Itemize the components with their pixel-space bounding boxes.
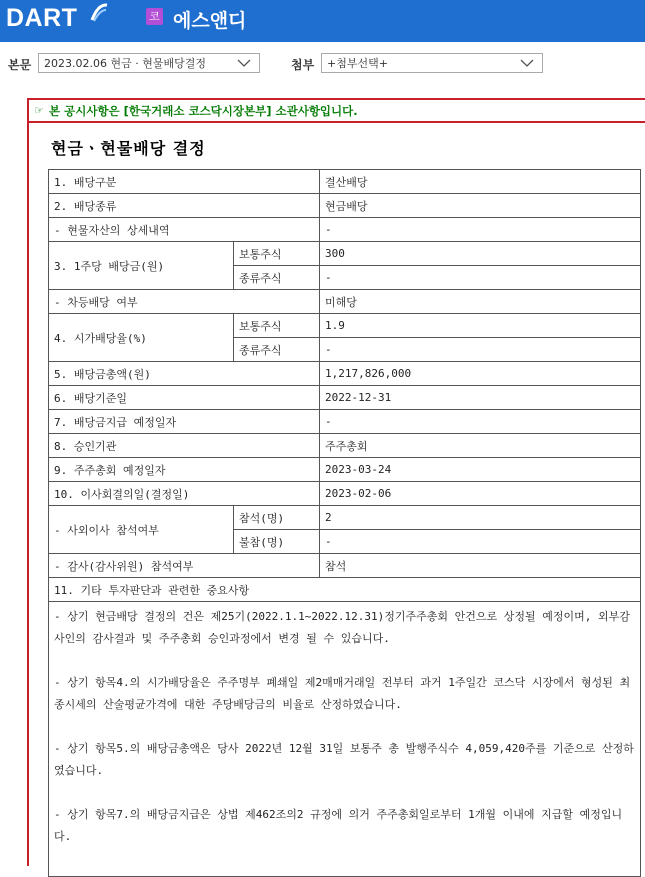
dart-logo[interactable]: DART	[6, 4, 78, 32]
row-value: 2022-12-31	[320, 386, 641, 410]
row-value: -	[320, 338, 641, 362]
row-label: 4. 시가배당율(%)	[49, 314, 234, 362]
table-row	[49, 194, 641, 218]
document-toolbar	[0, 42, 645, 87]
note-paragraph: - 상기 항목5.의 배당금총액은 당사 2022년 12월 31일 보통주 총 발행주식수 4,059,420주를 기준으로 산정하였습니다.	[54, 742, 634, 777]
row-value: -	[320, 530, 641, 554]
table-row	[49, 242, 641, 266]
document-title: 현금ㆍ현물배당 결정	[51, 139, 206, 158]
table-row	[49, 314, 641, 338]
company-name: 에스앤디	[173, 10, 247, 32]
row-value: 미해당	[320, 290, 641, 314]
row-value: 2023-02-06	[320, 482, 641, 506]
table-row	[49, 290, 641, 314]
table-row	[49, 554, 641, 578]
main-doc-select[interactable]	[38, 53, 260, 73]
row-sublabel: 보통주식	[234, 314, 320, 338]
row-sublabel: 불참(명)	[234, 530, 320, 554]
table-row	[49, 386, 641, 410]
chevron-down-icon	[520, 57, 534, 69]
note-paragraph: - 상기 항목4.의 시가배당율은 주주명부 폐쇄일 제2매매거래일 전부터 과거 1주일간 코스닥 시장에서 형성된 최종시세의 산술평균가격에 대한 주당배당금의 비율로 산정하였습니다.	[54, 676, 631, 711]
row-label: 3. 1주당 배당금(원)	[49, 242, 234, 290]
attachment-select[interactable]	[321, 53, 543, 73]
table-row	[49, 506, 641, 530]
row-sublabel: 보통주식	[234, 242, 320, 266]
main-doc-label: 본문	[8, 58, 32, 72]
logo-swoosh-icon	[90, 2, 108, 22]
row-value: 2023-03-24	[320, 458, 641, 482]
row-label: 5. 배당금총액(원)	[49, 362, 320, 386]
table-row	[49, 434, 641, 458]
attachment-select-value: +첨부선택+	[327, 57, 388, 70]
main-doc-select-value: 2023.02.06 현금 · 현물배당결정	[44, 57, 206, 70]
row-label: 11. 기타 투자판단과 관련한 중요사항	[49, 578, 641, 602]
row-value: 300	[320, 242, 641, 266]
row-sublabel: 참석(명)	[234, 506, 320, 530]
dividend-table	[48, 169, 641, 877]
chevron-down-icon	[237, 57, 251, 69]
top-header	[0, 0, 645, 42]
table-row	[49, 410, 641, 434]
row-value: 주주총회	[320, 434, 641, 458]
row-label: 9. 주주총회 예정일자	[49, 458, 320, 482]
row-label: - 차등배당 여부	[49, 290, 320, 314]
row-value: 현금배당	[320, 194, 641, 218]
row-label: - 현물자산의 상세내역	[49, 218, 320, 242]
table-row	[49, 578, 641, 602]
jurisdiction-notice	[27, 98, 645, 123]
note-paragraph: - 상기 현금배당 결정의 건은 제25기(2022.1.1~2022.12.31)정기주주총회 안건으로 상정될 예정이며, 외부감사인의 감사결과 및 주주총회 승인과정에서 변경 될 수 있습니다.	[54, 610, 630, 645]
row-sublabel: 종류주식	[234, 338, 320, 362]
notice-left-border	[27, 123, 29, 866]
corp-market-badge: 코	[146, 8, 163, 25]
table-row	[49, 602, 641, 877]
row-label: 6. 배당기준일	[49, 386, 320, 410]
document-viewer	[0, 86, 645, 866]
row-label: - 감사(감사위원) 참석여부	[49, 554, 320, 578]
row-value: 1,217,826,000	[320, 362, 641, 386]
table-row	[49, 170, 641, 194]
row-value: -	[320, 218, 641, 242]
row-value: -	[320, 266, 641, 290]
table-row	[49, 458, 641, 482]
row-value: 2	[320, 506, 641, 530]
notice-text: 본 공시사항은 [한국거래소 코스닥시장본부] 소관사항입니다.	[49, 104, 358, 118]
table-row	[49, 362, 641, 386]
table-row	[49, 482, 641, 506]
row-value: -	[320, 410, 641, 434]
row-label: 10. 이사회결의일(결정일)	[49, 482, 320, 506]
row-label: 8. 승인기관	[49, 434, 320, 458]
row-label: - 사외이사 참석여부	[49, 506, 234, 554]
notes-cell	[49, 602, 641, 877]
table-row	[49, 218, 641, 242]
row-label: 1. 배당구분	[49, 170, 320, 194]
row-value: 1.9	[320, 314, 641, 338]
pointing-hand-icon: ☞	[34, 104, 44, 117]
row-label: 7. 배당금지급 예정일자	[49, 410, 320, 434]
note-paragraph: - 상기 항목7.의 배당금지급은 상법 제462조의2 규정에 의거 주주총회일로부터 1개월 이내에 지급할 예정입니다.	[54, 808, 623, 843]
row-label: 2. 배당종류	[49, 194, 320, 218]
row-value: 참석	[320, 554, 641, 578]
row-sublabel: 종류주식	[234, 266, 320, 290]
row-value: 결산배당	[320, 170, 641, 194]
attachment-label: 첨부	[291, 58, 315, 72]
